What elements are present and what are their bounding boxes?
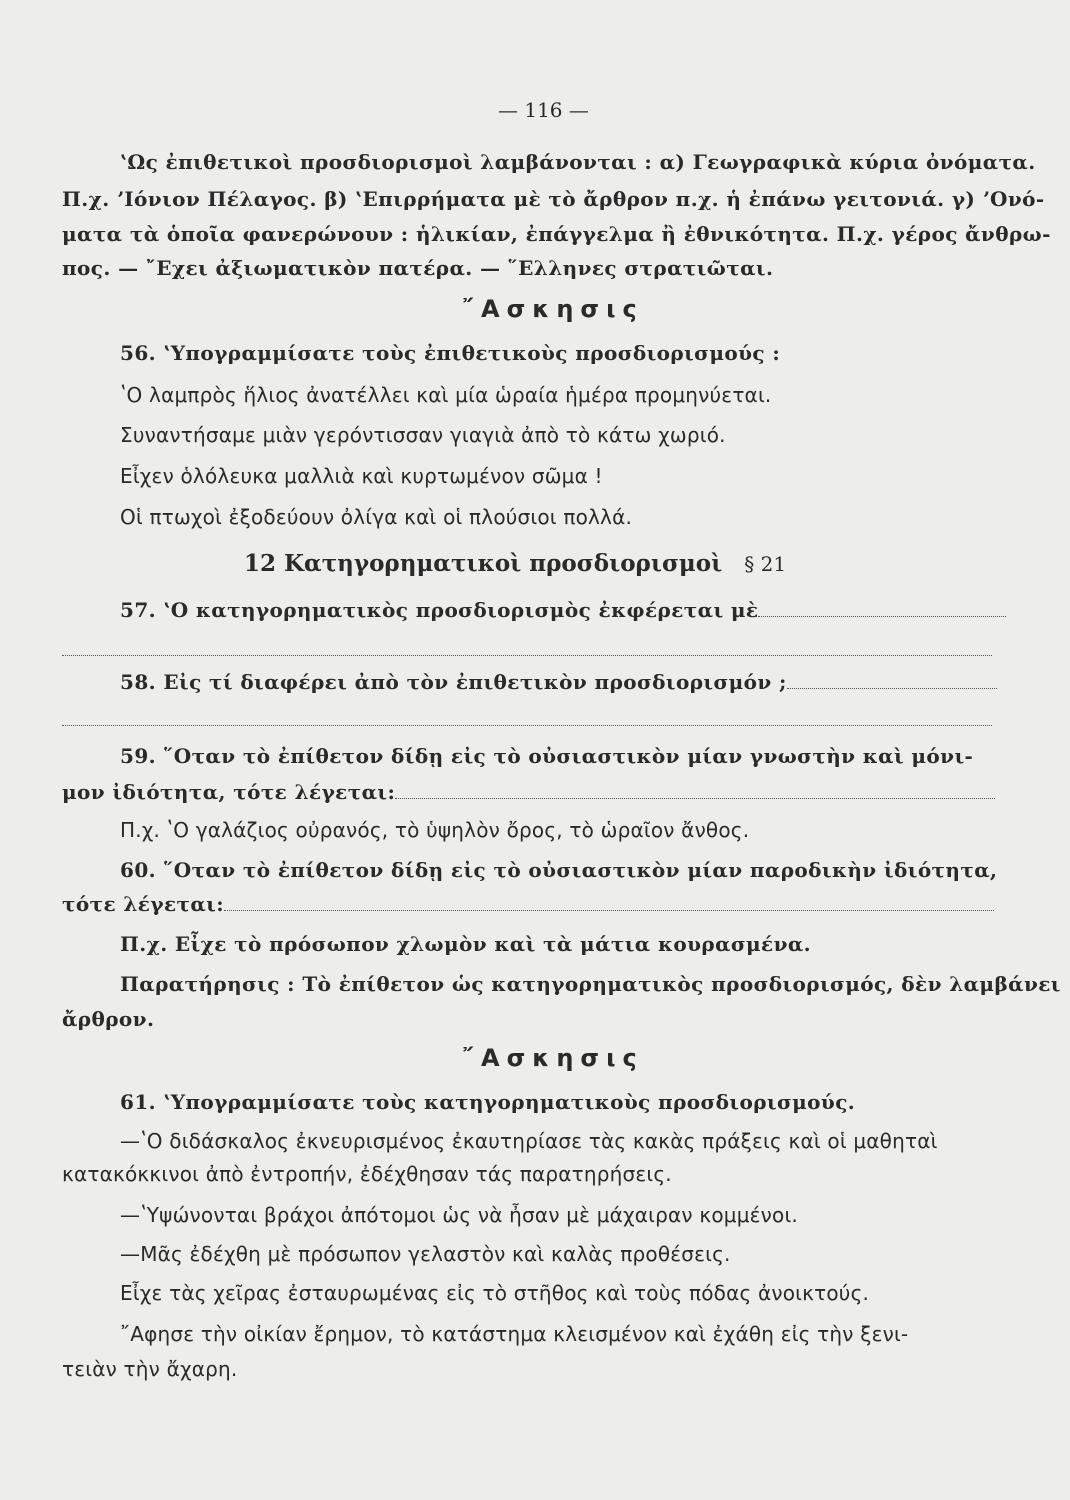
question-60-text: τότε λέγεται: [62, 892, 225, 916]
chapter-title [244, 550, 786, 577]
intro-line-4: πος. — ῎Εχει ἀξιωματικὸν πατέρα. — ῞Ελληνες στρατιῶται. [62, 256, 774, 280]
exercise-61-line: —ʽΟ διδάσκαλος ἐκνευρισμένος ἐκαυτηρίασε τὰς κακὰς πράξεις καὶ οἱ μαθηταὶ [120, 1129, 938, 1153]
question-59-line-1: 59. ῞Οταν τὸ ἐπίθετον δίδῃ εἰς τὸ οὐσιαστικὸν μίαν γνωστὴν καὶ μόνι- [120, 744, 974, 768]
exercise-56-sentence: Οἱ πτωχοὶ ἐξοδεύουν ὀλίγα καὶ οἱ πλούσιοι πολλά. [120, 505, 633, 529]
answer-blank [395, 797, 995, 799]
answer-blank [62, 654, 992, 656]
question-57 [120, 598, 1006, 622]
question-58-text: 58. Εἰς τί διαφέρει ἀπὸ τὸν ἐπιθετικὸν προσδιορισμόν ; [120, 670, 787, 694]
intro-line-3: ματα τὰ ὁποῖα φανερώνουν : ἡλικίαν, ἐπάγγελμα ἢ ἐθνικότητα. Π.χ. γέρος ἄνθρω- [62, 222, 1051, 246]
section-heading-2: ῎Ασκησις [462, 1044, 644, 1072]
section-heading-1: ῎Ασκησις [462, 295, 644, 323]
question-59-text: μον ἰδιότητα, τότε λέγεται: [62, 780, 396, 804]
answer-blank [224, 909, 994, 911]
question-58 [120, 670, 997, 694]
question-60-example: Π.χ. Εἶχε τὸ πρόσωπον χλωμὸν καὶ τὰ μάτια κουρασμένα. [120, 932, 812, 956]
question-60-line-2 [62, 892, 994, 916]
question-60-line-1: 60. ῞Οταν τὸ ἐπίθετον δίδῃ εἰς τὸ οὐσιαστικὸν μίαν παροδικὴν ἰδιότητα, [120, 858, 998, 882]
exercise-56-sentence: ʽΟ λαμπρὸς ἥλιος ἀνατέλλει καὶ μία ὡραία ἡμέρα προμηνύεται. [120, 383, 772, 407]
chapter-section-ref: § 21 [744, 552, 787, 576]
remark-line-2: ἄρθρον. [62, 1007, 155, 1031]
page-number: — 116 — [498, 98, 589, 122]
exercise-61-line: —Μᾶς ἐδέχθη μὲ πρόσωπον γελαστὸν καὶ καλὰς προθέσεις. [120, 1242, 731, 1266]
exercise-56-title: 56. ʽΥπογραμμίσατε τοὺς ἐπιθετικοὺς προσδιορισμούς : [120, 341, 781, 365]
exercise-56-sentence: Εἶχεν ὁλόλευκα μαλλιὰ καὶ κυρτωμένον σῶμα ! [120, 464, 603, 488]
exercise-61-line: —ʽΥψώνονται βράχοι ἀπότομοι ὡς νὰ ἦσαν μὲ μάχαιραν κομμένοι. [120, 1203, 798, 1227]
chapter-title-text: 12 Κατηγορηματικοὶ προσδιορισμοὶ [244, 550, 723, 577]
exercise-61-line: Εἶχε τὰς χεῖρας ἐσταυρωμένας εἰς τὸ στῆθος καὶ τοὺς πόδας ἀνοικτούς. [120, 1281, 870, 1305]
intro-line-2: Π.χ. ʼΙόνιον Πέλαγος. β) ʽΕπιρρήματα μὲ τὸ ἄρθρον π.χ. ἡ ἐπάνω γειτονιά. γ) ʼΟνό- [62, 187, 1045, 211]
question-59-example: Π.χ. ʽΟ γαλάζιος οὐρανός, τὸ ὑψηλὸν ὄρος, τὸ ὡραῖον ἄνθος. [120, 818, 750, 842]
question-57-text: 57. ʽΟ κατηγορηματικὸς προσδιορισμὸς ἐκφέρεται μὲ [120, 598, 759, 622]
intro-line-1: ʽΩς ἐπιθετικοὶ προσδιορισμοὶ λαμβάνονται : α) Γεωγραφικὰ κύρια ὀνόματα. [120, 150, 1036, 174]
answer-blank [787, 687, 997, 689]
remark-line-1: Παρατήρησις : Τὸ ἐπίθετον ὡς κατηγορηματικὸς προσδιορισμός, δὲν λαμβάνει [120, 972, 1061, 996]
exercise-61-title: 61. ʽΥπογραμμίσατε τοὺς κατηγορηματικοὺς προσδιορισμούς. [120, 1090, 856, 1114]
exercise-61-line: τειὰν τὴν ἄχαρη. [62, 1357, 238, 1381]
answer-blank [758, 615, 1006, 617]
question-59-line-2 [62, 780, 995, 804]
answer-blank [62, 724, 992, 726]
exercise-56-sentence: Συναντήσαμε μιὰν γερόντισσαν γιαγιὰ ἀπὸ τὸ κάτω χωριό. [120, 423, 726, 447]
exercise-61-line: κατακόκκινοι ἀπὸ ἐντροπήν, ἐδέχθησαν τάς παρατηρήσεις. [62, 1162, 672, 1186]
exercise-61-line: ῎Αφησε τὴν οἰκίαν ἔρημον, τὸ κατάστημα κλεισμένον καὶ ἐχάθη εἰς τὴν ξενι- [120, 1322, 909, 1346]
